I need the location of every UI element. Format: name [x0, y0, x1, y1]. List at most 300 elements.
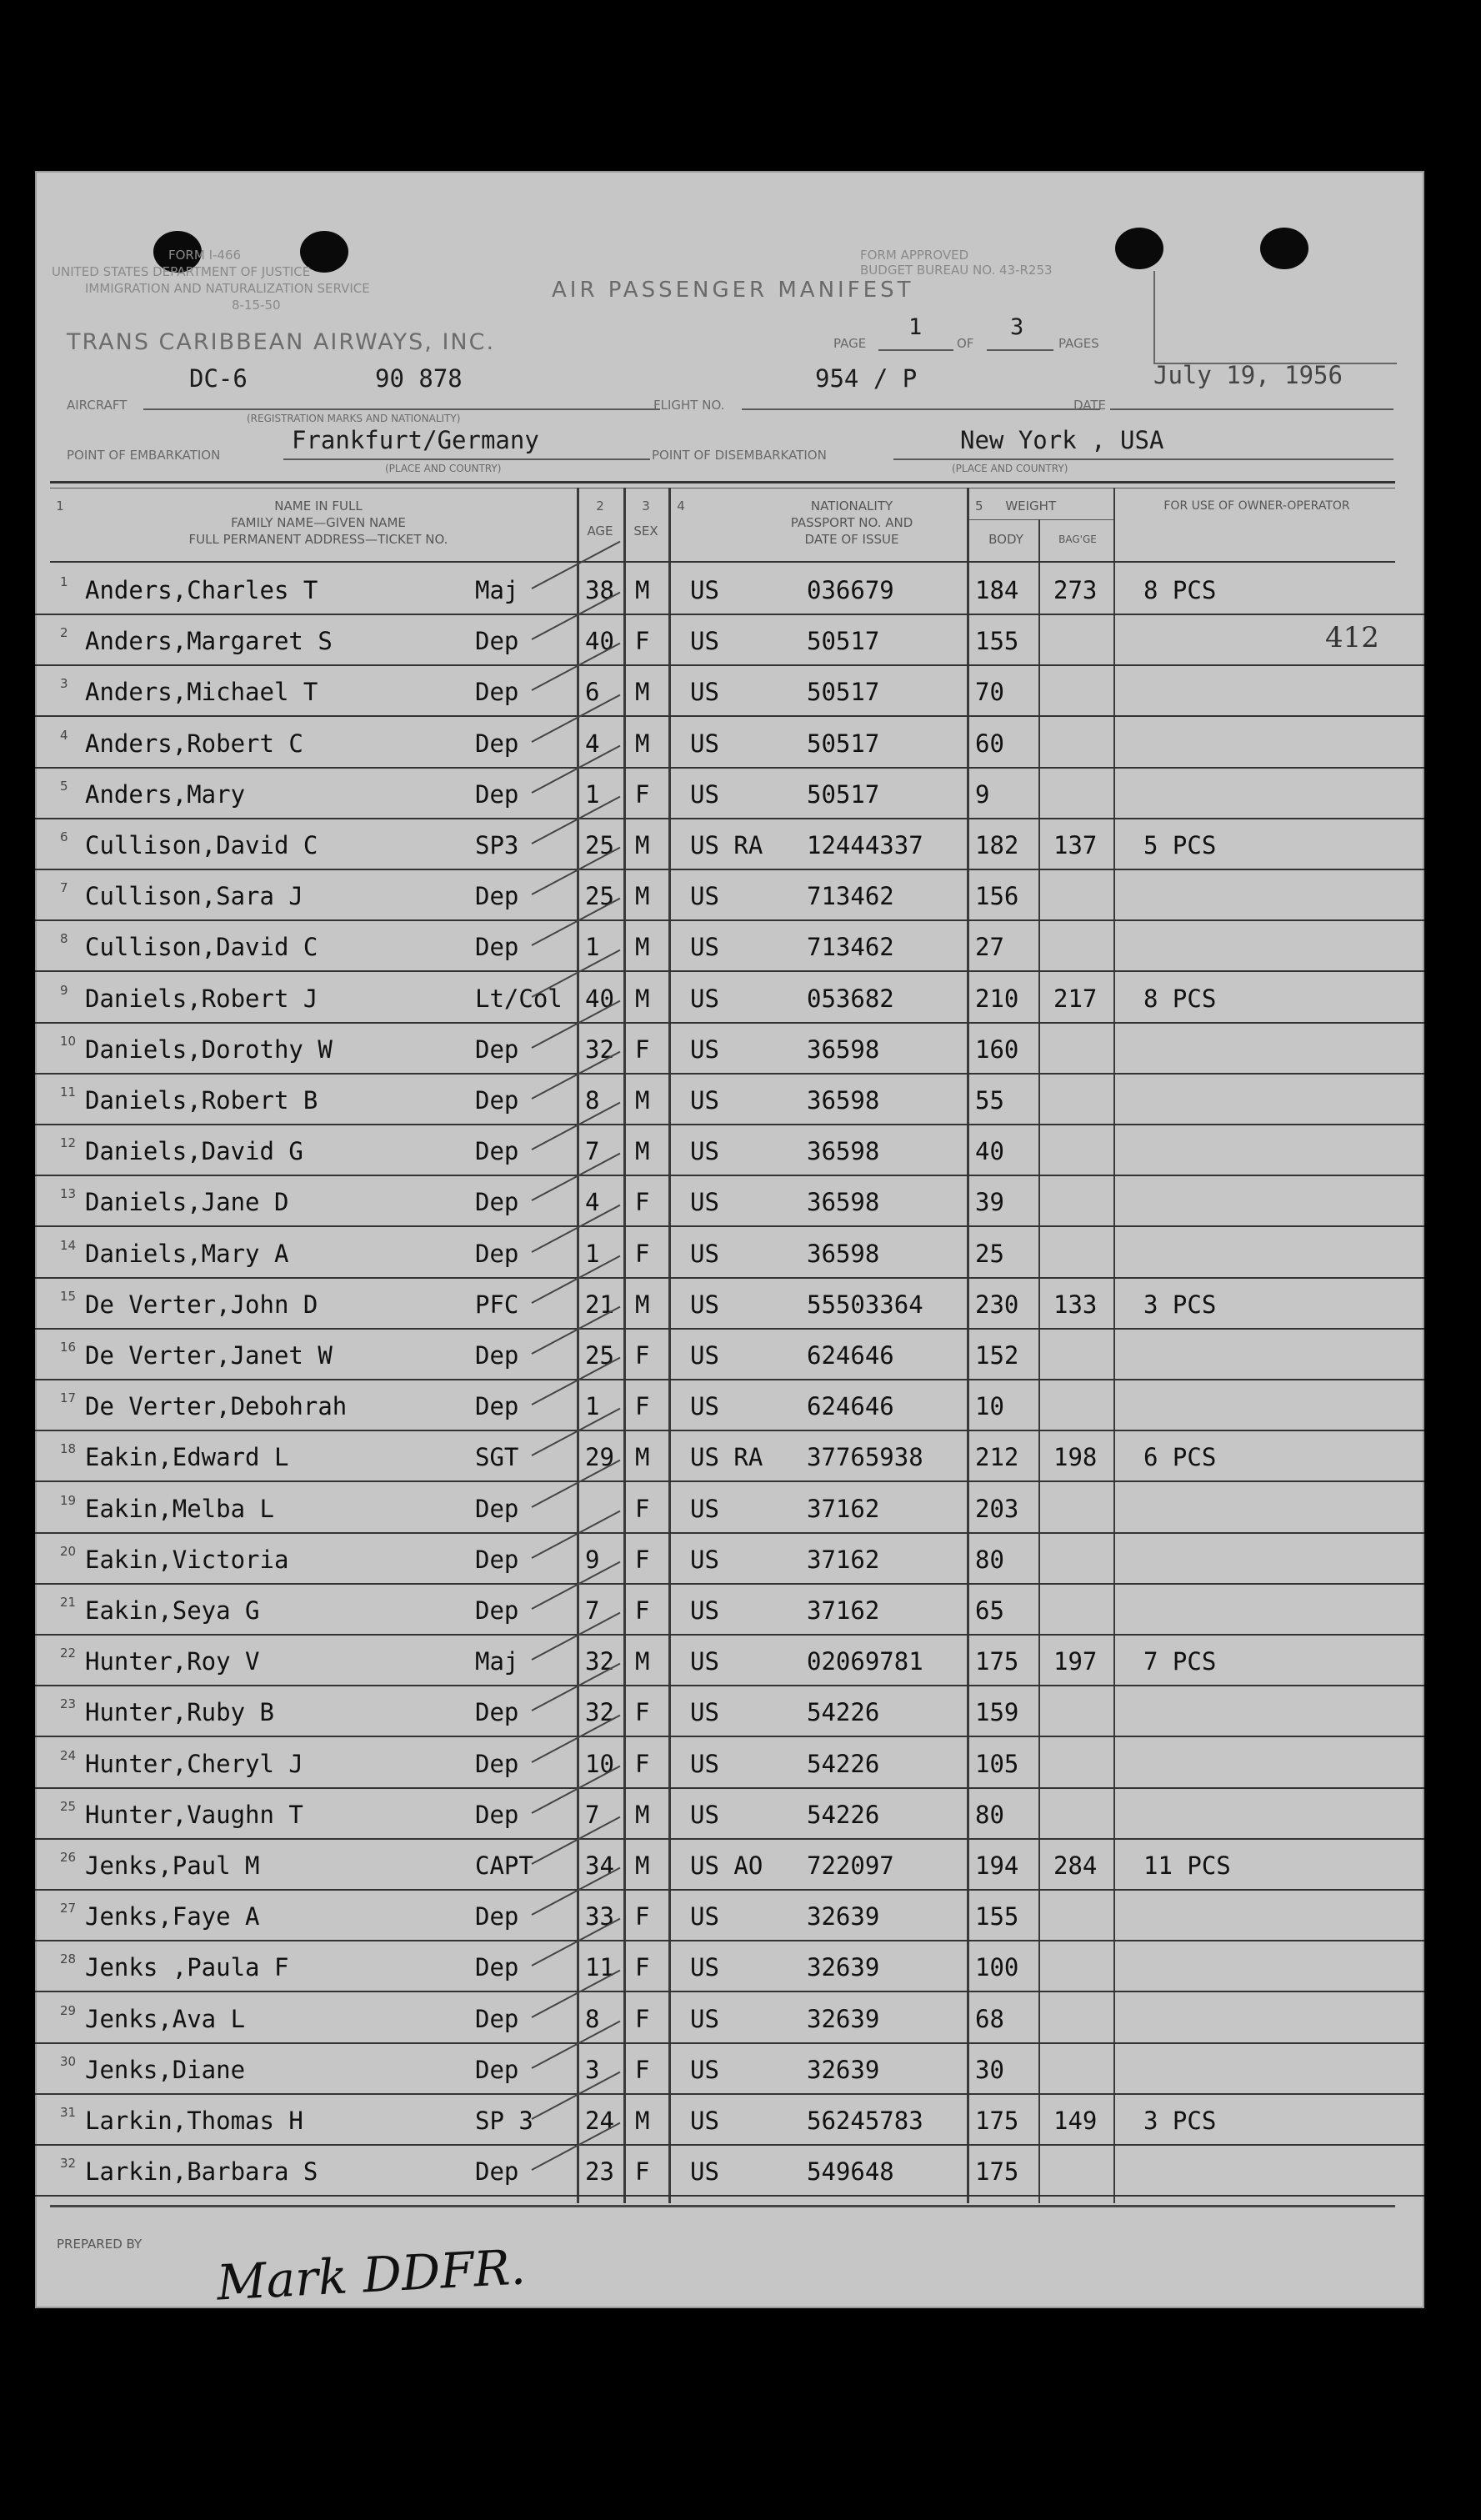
- cell-age: 7: [585, 1137, 600, 1166]
- cell-body: 155: [975, 627, 1019, 656]
- cell-passport: 02069781: [807, 1647, 923, 1676]
- cell-nat: US: [690, 1035, 719, 1064]
- cell-sex: F: [635, 1596, 650, 1625]
- cell-sex: F: [635, 779, 650, 809]
- cell-rank: Dep: [475, 1392, 519, 1421]
- cell-owner: 11 PCS: [1143, 1851, 1231, 1880]
- embarkation-value: Frankfurt/Germany: [292, 426, 539, 454]
- cell-rank: Dep: [475, 882, 519, 911]
- flight-number: 954 / P: [815, 364, 918, 393]
- cell-nat: US: [690, 1902, 719, 1931]
- cell-body: 160: [975, 1035, 1019, 1064]
- cell-rank: Maj: [475, 576, 519, 604]
- cell-age: 8: [585, 2004, 600, 2033]
- approval-line-2: BUDGET BUREAU NO. 43-R253: [860, 263, 1053, 278]
- cell-sex: M: [635, 984, 650, 1013]
- cell-passport: 50517: [807, 729, 880, 758]
- cell-body: 175: [975, 1647, 1019, 1676]
- cell-body: 194: [975, 1851, 1019, 1880]
- date-label: DATE: [1073, 398, 1107, 413]
- cell-n: 24: [60, 1747, 77, 1763]
- table-row: [35, 767, 1424, 819]
- table-row: [35, 1073, 1424, 1125]
- cell-sex: M: [635, 576, 650, 604]
- cell-nat: US: [690, 882, 719, 911]
- cell-nat: US: [690, 1188, 719, 1217]
- cell-nat: US: [690, 576, 719, 604]
- cell-n: 25: [60, 1798, 77, 1814]
- passenger-table: [35, 563, 1424, 2197]
- cell-passport: 549648: [807, 2157, 894, 2187]
- cell-rank: Dep: [475, 933, 519, 962]
- cell-name: Jenks,Diane: [85, 2055, 246, 2084]
- cell-body: 175: [975, 2107, 1019, 2135]
- cell-bag: 133: [1053, 1290, 1098, 1319]
- cell-n: 28: [60, 1951, 77, 1967]
- cell-passport: 55503364: [807, 1290, 923, 1319]
- col-sex-label: SEX: [633, 524, 658, 539]
- cell-sex: M: [635, 1443, 650, 1472]
- cell-nat: US AO: [690, 1851, 763, 1880]
- cell-sex: F: [635, 1953, 650, 1982]
- cell-nat: US: [690, 1392, 719, 1421]
- cell-n: 22: [60, 1646, 77, 1661]
- cell-sex: M: [635, 1137, 650, 1166]
- cell-body: 25: [975, 1239, 1004, 1268]
- table-row: [35, 2144, 1424, 2197]
- cell-n: 1: [60, 574, 68, 589]
- cell-name: De Verter,Debohrah: [85, 1392, 348, 1421]
- cell-age: 24: [585, 2107, 614, 2135]
- col-weight-header: [975, 498, 1117, 514]
- cell-rank: PFC: [475, 1290, 519, 1319]
- cell-body: 155: [975, 1902, 1019, 1931]
- cell-rank: Dep: [475, 1902, 519, 1931]
- cell-rank: SP 3: [475, 2107, 533, 2135]
- cell-passport: 713462: [807, 933, 894, 962]
- cell-name: Eakin,Victoria: [85, 1545, 289, 1574]
- cell-n: 31: [60, 2105, 77, 2120]
- cell-bag: 197: [1053, 1647, 1098, 1676]
- cell-bag: 198: [1053, 1443, 1098, 1472]
- table-row: [35, 1379, 1424, 1431]
- col-weight-label: WEIGHT: [1005, 498, 1057, 514]
- registration-note: (REGISTRATION MARKS AND NATIONALITY): [247, 413, 461, 424]
- cell-bag: 149: [1053, 2107, 1098, 2135]
- table-row: [35, 563, 1424, 615]
- cell-n: 30: [60, 2053, 77, 2069]
- cell-body: 212: [975, 1443, 1019, 1472]
- cell-passport: 32639: [807, 1902, 880, 1931]
- col-4-number: 4: [677, 498, 685, 514]
- cell-age: 7: [585, 1800, 600, 1829]
- cell-body: 210: [975, 984, 1019, 1013]
- cell-name: Hunter,Roy V: [85, 1647, 260, 1676]
- cell-sex: F: [635, 1035, 650, 1064]
- table-row: [35, 2042, 1424, 2095]
- cell-sex: M: [635, 1086, 650, 1115]
- cell-body: 40: [975, 1137, 1004, 1166]
- cell-age: 21: [585, 1290, 614, 1319]
- cell-body: 80: [975, 1545, 1004, 1574]
- cell-age: 25: [585, 882, 614, 911]
- cell-rank: Dep: [475, 1137, 519, 1166]
- col-name-line-2: FAMILY NAME—GIVEN NAME: [231, 515, 406, 530]
- cell-passport: 56245783: [807, 2107, 923, 2135]
- cell-owner: 3 PCS: [1143, 1290, 1217, 1319]
- table-row: [35, 971, 1424, 1024]
- cell-passport: 32639: [807, 2055, 880, 2084]
- cell-n: 17: [60, 1390, 77, 1406]
- airline-name: TRANS CARIBBEAN AIRWAYS, INC.: [67, 329, 496, 355]
- cell-owner: 8 PCS: [1143, 576, 1217, 604]
- cell-age: 1: [585, 933, 600, 962]
- disembarkation-value: New York , USA: [960, 426, 1164, 454]
- cell-nat: US: [690, 1239, 719, 1268]
- cell-nat: US: [690, 933, 719, 962]
- cell-name: Cullison,Sara J: [85, 882, 303, 911]
- cell-rank: Dep: [475, 2055, 519, 2084]
- cell-sex: M: [635, 729, 650, 758]
- cell-rank: SGT: [475, 1443, 519, 1472]
- cell-n: 20: [60, 1543, 77, 1559]
- cell-sex: M: [635, 882, 650, 911]
- cell-n: 26: [60, 1850, 77, 1865]
- cell-passport: 36598: [807, 1188, 880, 1217]
- table-row: [35, 1991, 1424, 2044]
- cell-age: 1: [585, 779, 600, 809]
- table-row: [35, 1889, 1424, 1941]
- col-sex-number: 3: [642, 498, 650, 514]
- cell-body: 30: [975, 2055, 1004, 2084]
- cell-name: De Verter,John D: [85, 1290, 318, 1319]
- place-note-embark: (PLACE AND COUNTRY): [385, 463, 502, 474]
- cell-rank: Dep: [475, 2157, 519, 2187]
- cell-passport: 722097: [807, 1851, 894, 1880]
- cell-age: 11: [585, 1953, 614, 1982]
- cell-passport: 37162: [807, 1545, 880, 1574]
- table-row: [35, 869, 1424, 921]
- cell-rank: Dep: [475, 1596, 519, 1625]
- cell-age: 4: [585, 729, 600, 758]
- cell-n: 29: [60, 2002, 77, 2018]
- col-1-number: 1: [56, 498, 64, 514]
- cell-age: 29: [585, 1443, 614, 1472]
- cell-n: 19: [60, 1492, 77, 1508]
- cell-n: 6: [60, 829, 68, 844]
- cell-nat: US: [690, 2055, 719, 2084]
- table-row: [35, 1481, 1424, 1534]
- cell-rank: CAPT: [475, 1851, 533, 1880]
- cell-name: Daniels,David G: [85, 1137, 303, 1166]
- cell-body: 55: [975, 1086, 1004, 1115]
- cell-nat: US: [690, 1494, 719, 1523]
- cell-passport: 36598: [807, 1035, 880, 1064]
- cell-n: 21: [60, 1595, 77, 1610]
- cell-passport: 36598: [807, 1086, 880, 1115]
- cell-rank: Lt/Col: [475, 984, 563, 1013]
- cell-n: 32: [60, 2156, 77, 2172]
- aircraft-label: AIRCRAFT: [67, 398, 128, 413]
- cell-rank: Dep: [475, 1086, 519, 1115]
- cell-nat: US: [690, 779, 719, 809]
- cell-nat: US: [690, 2107, 719, 2135]
- agency-line-2: IMMIGRATION AND NATURALIZATION SERVICE: [85, 281, 370, 296]
- punch-hole: [1115, 228, 1163, 269]
- col-weight-number: 5: [975, 498, 983, 514]
- cell-body: 105: [975, 1749, 1019, 1778]
- cell-n: 23: [60, 1696, 77, 1712]
- cell-rank: Dep: [475, 1494, 519, 1523]
- cell-age: 10: [585, 1749, 614, 1778]
- manifest-sheet: [35, 171, 1424, 2312]
- cell-nat: US: [690, 1341, 719, 1370]
- cell-sex: F: [635, 2004, 650, 2033]
- cell-n: 7: [60, 880, 68, 896]
- cell-sex: F: [635, 1239, 650, 1268]
- cell-age: 1: [585, 1239, 600, 1268]
- cell-passport: 54226: [807, 1698, 880, 1727]
- col-nat-line-1: NATIONALITY: [810, 498, 893, 514]
- col-baggage-label: BAG'GE: [1058, 534, 1097, 545]
- col-owner-header: FOR USE OF OWNER-OPERATOR: [1163, 499, 1350, 513]
- cell-owner: 5 PCS: [1143, 831, 1217, 859]
- cell-sex: M: [635, 678, 650, 707]
- table-row: [35, 1124, 1424, 1176]
- cell-nat: US: [690, 2004, 719, 2033]
- cell-bag: 217: [1053, 984, 1098, 1013]
- col-age-label: AGE: [587, 524, 613, 539]
- cell-body: 203: [975, 1494, 1019, 1523]
- cell-passport: 50517: [807, 779, 880, 809]
- cell-sex: M: [635, 933, 650, 962]
- cell-nat: US: [690, 2157, 719, 2187]
- cell-rank: Dep: [475, 1035, 519, 1064]
- cell-name: Larkin,Barbara S: [85, 2157, 318, 2187]
- col-sex-header: [627, 498, 665, 539]
- cell-rank: Dep: [475, 678, 519, 707]
- cell-body: 100: [975, 1953, 1019, 1982]
- table-row: [35, 1634, 1424, 1686]
- cell-name: Daniels,Robert B: [85, 1086, 318, 1115]
- page-number: 1: [908, 314, 923, 340]
- cell-age: 32: [585, 1647, 614, 1676]
- col-nat-line-2: PASSPORT NO. AND: [790, 515, 913, 530]
- cell-sex: M: [635, 831, 650, 859]
- cell-owner: 8 PCS: [1143, 984, 1217, 1013]
- col-nationality-header: [693, 498, 1010, 548]
- cell-name: Daniels,Dorothy W: [85, 1035, 333, 1064]
- cell-name: Anders,Margaret S: [85, 627, 333, 656]
- cell-passport: 624646: [807, 1341, 894, 1370]
- cell-passport: 54226: [807, 1749, 880, 1778]
- cell-age: 7: [585, 1596, 600, 1625]
- cell-rank: Dep: [475, 1239, 519, 1268]
- cell-n: 10: [60, 1033, 77, 1049]
- table-row: [35, 1328, 1424, 1380]
- cell-n: 5: [60, 778, 68, 794]
- flight-label: FLIGHT NO.: [653, 398, 725, 413]
- cell-n: 16: [60, 1340, 77, 1355]
- table-row: [35, 1277, 1424, 1330]
- col-name-header: [68, 498, 568, 548]
- cell-body: 70: [975, 678, 1004, 707]
- col-age-header: [578, 498, 622, 539]
- cell-n: 9: [60, 982, 68, 998]
- cell-body: 80: [975, 1800, 1004, 1829]
- cell-owner: 3 PCS: [1143, 2107, 1217, 2135]
- col-body-label: BODY: [988, 532, 1023, 547]
- place-note-disembark: (PLACE AND COUNTRY): [952, 463, 1068, 474]
- cell-bag: 273: [1053, 576, 1098, 604]
- cell-passport: 713462: [807, 882, 894, 911]
- cell-n: 13: [60, 1186, 77, 1202]
- cell-rank: Dep: [475, 1341, 519, 1370]
- disembarkation-label: POINT OF DISEMBARKATION: [652, 448, 827, 463]
- cell-body: 65: [975, 1596, 1004, 1625]
- cell-bag: 284: [1053, 1851, 1098, 1880]
- cell-sex: F: [635, 1341, 650, 1370]
- cell-passport: 36598: [807, 1137, 880, 1166]
- table-row: [35, 614, 1424, 666]
- cell-rank: Dep: [475, 1698, 519, 1727]
- cell-body: 10: [975, 1392, 1004, 1421]
- cell-sex: F: [635, 1749, 650, 1778]
- cell-passport: 36598: [807, 1239, 880, 1268]
- cell-name: Jenks,Ava L: [85, 2004, 246, 2033]
- cell-owner: 7 PCS: [1143, 1647, 1217, 1676]
- cell-body: 182: [975, 831, 1019, 859]
- cell-sex: F: [635, 627, 650, 656]
- table-row: [35, 1787, 1424, 1840]
- cell-age: 4: [585, 1188, 600, 1217]
- table-row: [35, 1583, 1424, 1636]
- cell-age: 23: [585, 2157, 614, 2187]
- table-row: [35, 1022, 1424, 1075]
- cell-sex: M: [635, 1290, 650, 1319]
- col-nat-line-3: DATE OF ISSUE: [804, 532, 899, 547]
- cell-body: 184: [975, 576, 1019, 604]
- form-title: AIR PASSENGER MANIFEST: [552, 278, 914, 303]
- cell-age: 25: [585, 831, 614, 859]
- cell-nat: US: [690, 1137, 719, 1166]
- table-row: [35, 1838, 1424, 1891]
- cell-nat: US: [690, 1596, 719, 1625]
- cell-age: 3: [585, 2055, 600, 2084]
- cell-sex: M: [635, 1647, 650, 1676]
- cell-passport: 37162: [807, 1494, 880, 1523]
- cell-name: Cullison,David C: [85, 831, 318, 859]
- cell-passport: 32639: [807, 1953, 880, 1982]
- cell-passport: 54226: [807, 1800, 880, 1829]
- cell-rank: Dep: [475, 1188, 519, 1217]
- cell-rank: Dep: [475, 729, 519, 758]
- cell-name: Anders,Michael T: [85, 678, 318, 707]
- cell-age: 9: [585, 1545, 600, 1574]
- cell-nat: US: [690, 1647, 719, 1676]
- preparer-signature: Mark DDFR.: [215, 2238, 528, 2312]
- cell-name: Daniels,Mary A: [85, 1239, 289, 1268]
- table-row: [35, 919, 1424, 972]
- manifest-date: July 19, 1956: [1153, 361, 1343, 389]
- cell-body: 60: [975, 729, 1004, 758]
- col-age-number: 2: [596, 498, 604, 514]
- cell-name: Hunter,Cheryl J: [85, 1749, 303, 1778]
- cell-name: Anders,Charles T: [85, 576, 318, 604]
- prepared-by-label: PREPARED BY: [57, 2237, 143, 2252]
- cell-n: 2: [60, 625, 68, 641]
- cell-age: 33: [585, 1902, 614, 1931]
- cell-name: Jenks,Paul M: [85, 1851, 260, 1880]
- cell-rank: Dep: [475, 1545, 519, 1574]
- cell-body: 159: [975, 1698, 1019, 1727]
- table-row: [35, 716, 1424, 769]
- cell-body: 68: [975, 2004, 1004, 2033]
- cell-name: Hunter,Vaughn T: [85, 1800, 303, 1829]
- cell-sex: F: [635, 2055, 650, 2084]
- cell-age: 34: [585, 1851, 614, 1880]
- table-row: [35, 1430, 1424, 1482]
- cell-name: Larkin,Thomas H: [85, 2107, 303, 2135]
- cell-nat: US: [690, 678, 719, 707]
- cell-name: Eakin,Melba L: [85, 1494, 274, 1523]
- cell-sex: F: [635, 1392, 650, 1421]
- cell-n: 12: [60, 1135, 77, 1151]
- cell-name: Daniels,Robert J: [85, 984, 318, 1013]
- cell-name: Jenks ,Paula F: [85, 1953, 289, 1982]
- page-label: PAGE: [833, 336, 867, 351]
- cell-age: 8: [585, 1086, 600, 1115]
- cell-n: 8: [60, 931, 68, 947]
- approval-line-1: FORM APPROVED: [860, 248, 969, 263]
- cell-sex: F: [635, 1902, 650, 1931]
- cell-nat: US RA: [690, 1443, 763, 1472]
- cell-sex: M: [635, 1851, 650, 1880]
- cell-age: 32: [585, 1035, 614, 1064]
- cell-rank: SP3: [475, 831, 519, 859]
- table-row: [35, 664, 1424, 717]
- cell-name: Anders,Robert C: [85, 729, 303, 758]
- pages-label: PAGES: [1058, 336, 1099, 351]
- cell-nat: US: [690, 729, 719, 758]
- cell-nat: US: [690, 984, 719, 1013]
- cell-passport: 37765938: [807, 1443, 923, 1472]
- cell-rank: Dep: [475, 779, 519, 809]
- cell-body: 39: [975, 1188, 1004, 1217]
- cell-passport: 036679: [807, 576, 894, 604]
- table-row: [35, 1685, 1424, 1737]
- cell-nat: US: [690, 1545, 719, 1574]
- cell-nat: US: [690, 1086, 719, 1115]
- page-total: 3: [1010, 314, 1024, 340]
- cell-passport: 624646: [807, 1392, 894, 1421]
- cell-bag: 137: [1053, 831, 1098, 859]
- cell-name: Anders,Mary: [85, 779, 246, 809]
- cell-n: 3: [60, 676, 68, 692]
- cell-sex: F: [635, 1494, 650, 1523]
- cell-name: De Verter,Janet W: [85, 1341, 333, 1370]
- cell-passport: 32639: [807, 2004, 880, 2033]
- cell-n: 11: [60, 1085, 77, 1100]
- cell-owner: 6 PCS: [1143, 1443, 1217, 1472]
- cell-nat: US: [690, 627, 719, 656]
- table-row: [35, 1226, 1424, 1279]
- col-name-line-3: FULL PERMANENT ADDRESS—TICKET NO.: [188, 532, 448, 547]
- cell-nat: US: [690, 1800, 719, 1829]
- cell-sex: F: [635, 2157, 650, 2187]
- cell-body: 230: [975, 1290, 1019, 1319]
- aircraft-type: DC-6: [189, 364, 248, 393]
